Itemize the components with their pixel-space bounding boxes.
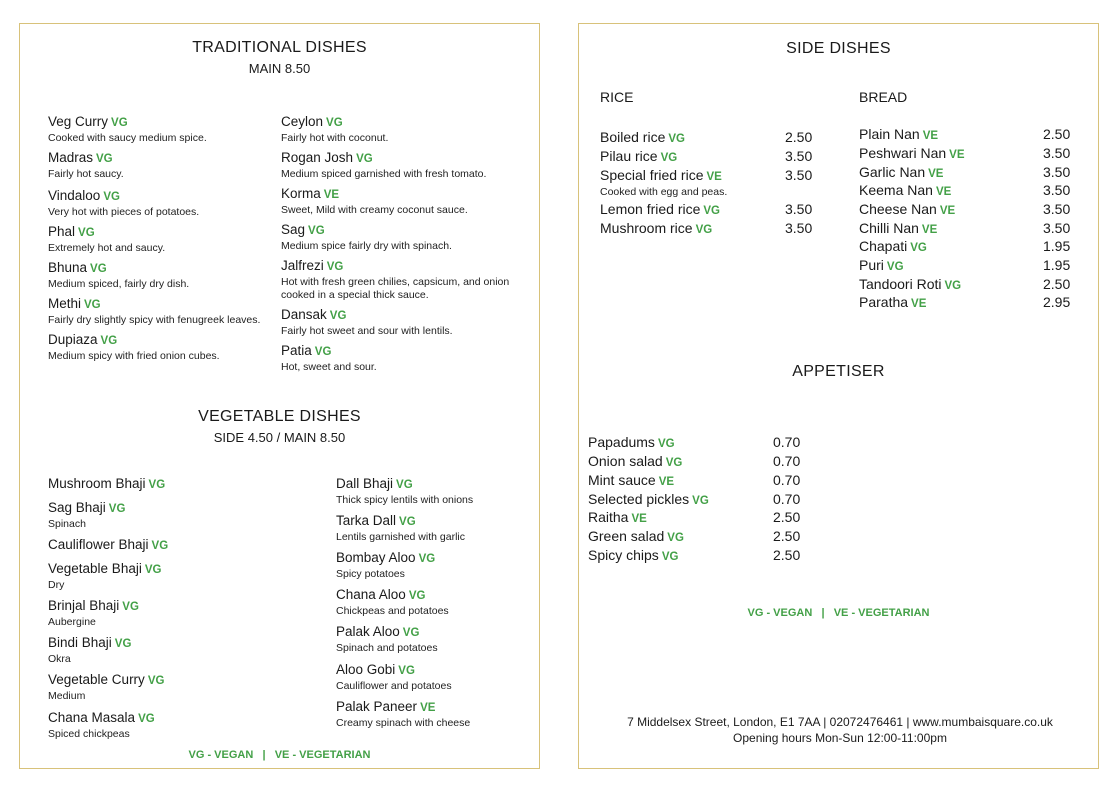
dish-description: Cauliflower and potatoes bbox=[336, 680, 452, 692]
dish-name: Korma bbox=[281, 186, 321, 201]
diet-tag: VG bbox=[314, 346, 332, 358]
dish-description: Medium spice fairly dry with spinach. bbox=[281, 240, 452, 252]
diet-tag: VG bbox=[114, 638, 132, 650]
diet-tag: VG bbox=[84, 299, 101, 311]
dish-line bbox=[48, 536, 168, 555]
dish-name: Dansak bbox=[281, 307, 327, 322]
priced-item bbox=[588, 528, 684, 547]
dish-name: Palak Paneer bbox=[336, 699, 418, 714]
dish-line bbox=[588, 491, 709, 510]
dish-line bbox=[588, 509, 647, 528]
priced-item bbox=[588, 547, 678, 566]
diet-tag: VG bbox=[944, 280, 962, 292]
dish-description: cooked in a special thick sauce. bbox=[281, 289, 429, 301]
dish-description: Medium spiced garnished with fresh tomato. bbox=[281, 168, 487, 180]
menu-item bbox=[48, 113, 207, 145]
diet-tag: VG bbox=[147, 675, 165, 687]
dish-line bbox=[48, 671, 164, 690]
dish-name: Vegetable Bhaji bbox=[48, 561, 142, 576]
dish-name: Lemon fried rice bbox=[600, 201, 701, 217]
bread-heading: BREAD bbox=[859, 89, 908, 105]
dish-name: Plain Nan bbox=[859, 126, 920, 142]
dish-name: Chana Aloo bbox=[336, 587, 406, 602]
dish-description: Spinach and potatoes bbox=[336, 642, 438, 654]
dish-line bbox=[588, 528, 684, 547]
priced-item bbox=[600, 129, 685, 148]
diet-tag: VG bbox=[144, 564, 162, 576]
menu-item bbox=[48, 536, 168, 555]
dish-line bbox=[859, 276, 961, 295]
dish-line bbox=[588, 472, 674, 491]
priced-item bbox=[859, 126, 938, 145]
dish-name: Spicy chips bbox=[588, 547, 659, 563]
diet-tag: VG bbox=[661, 551, 679, 563]
dish-line bbox=[859, 238, 927, 257]
diet-tag: VG bbox=[100, 335, 118, 347]
dish-name: Patia bbox=[281, 343, 312, 358]
menu-item bbox=[281, 342, 377, 374]
dish-line bbox=[48, 113, 207, 132]
dish-line bbox=[281, 149, 486, 168]
dish-name: Paratha bbox=[859, 294, 909, 310]
dish-description: Fairly hot with coconut. bbox=[281, 132, 389, 144]
dish-line bbox=[588, 547, 678, 566]
dish-description: Dry bbox=[48, 579, 65, 591]
dish-description: Sweet, Mild with creamy coconut sauce. bbox=[281, 204, 468, 216]
dish-name: Madras bbox=[48, 150, 94, 165]
side-dishes-title: SIDE DISHES bbox=[786, 40, 891, 57]
dish-line bbox=[48, 259, 189, 278]
dish-description: Fairly dry slightly spicy with fenugreek leaves. bbox=[48, 314, 261, 326]
dish-line bbox=[336, 512, 465, 531]
diet-tag: VE bbox=[949, 149, 965, 161]
menu-item bbox=[48, 560, 161, 592]
dish-line bbox=[600, 167, 727, 186]
priced-item bbox=[859, 182, 951, 201]
dish-line bbox=[281, 185, 468, 204]
dish-price: 2.50 bbox=[773, 547, 801, 563]
menu-item bbox=[281, 306, 453, 338]
priced-item bbox=[600, 148, 677, 167]
dish-line bbox=[336, 549, 435, 568]
traditional-dishes-subtitle: MAIN 8.50 bbox=[248, 61, 311, 76]
priced-item bbox=[859, 294, 926, 313]
dish-name: Onion salad bbox=[588, 453, 663, 469]
dish-name: Selected pickles bbox=[588, 491, 690, 507]
dish-description: Okra bbox=[48, 653, 71, 665]
dish-name: Chilli Nan bbox=[859, 220, 919, 236]
priced-item bbox=[859, 201, 955, 220]
dish-price: 0.70 bbox=[773, 472, 801, 488]
diet-tag: VG bbox=[356, 153, 373, 165]
dish-price: 3.50 bbox=[1043, 182, 1071, 198]
dish-line bbox=[48, 223, 165, 242]
dish-price: 2.50 bbox=[785, 129, 813, 145]
dish-line bbox=[336, 623, 438, 642]
diet-tag: VG bbox=[665, 457, 683, 469]
dish-line bbox=[859, 257, 904, 276]
dish-line bbox=[336, 698, 470, 717]
diet-tag: VG bbox=[886, 261, 904, 273]
vegetable-dishes-title: VEGETABLE DISHES bbox=[198, 408, 361, 425]
diet-tag: VG bbox=[398, 665, 415, 677]
menu-item bbox=[48, 597, 139, 629]
diet-tag: VE bbox=[928, 168, 944, 180]
dish-name: Papadums bbox=[588, 434, 655, 450]
dish-name: Bhuna bbox=[48, 260, 88, 275]
diet-tag: VG bbox=[329, 310, 347, 322]
dish-name: Sag Bhaji bbox=[48, 500, 106, 515]
dish-price: 1.95 bbox=[1043, 257, 1071, 273]
dish-name: Aloo Gobi bbox=[336, 662, 396, 677]
dish-name: Mushroom rice bbox=[600, 220, 693, 236]
dish-price: 3.50 bbox=[1043, 164, 1071, 180]
diet-tag: VG bbox=[326, 261, 344, 273]
dish-price: 2.50 bbox=[1043, 126, 1071, 142]
menu-item bbox=[336, 586, 449, 618]
dish-name: Bombay Aloo bbox=[336, 550, 416, 565]
dish-name: Keema Nan bbox=[859, 182, 933, 198]
dish-description: Lentils garnished with garlic bbox=[336, 531, 465, 543]
dish-line bbox=[859, 294, 926, 313]
menu-item bbox=[48, 499, 125, 531]
priced-item bbox=[600, 220, 712, 239]
dish-line bbox=[48, 597, 139, 616]
priced-item bbox=[600, 167, 727, 199]
dish-description: Chickpeas and potatoes bbox=[336, 605, 449, 617]
diet-tag: VE bbox=[323, 189, 340, 201]
diet-tag: VE bbox=[921, 224, 938, 236]
menu-item bbox=[48, 709, 155, 741]
dish-description: Medium bbox=[48, 690, 86, 702]
diet-tag: VE bbox=[706, 171, 722, 183]
menu-item bbox=[281, 149, 486, 181]
dish-description: Spinach bbox=[48, 518, 86, 530]
diet-tag: VG bbox=[692, 495, 709, 507]
dish-line bbox=[859, 126, 938, 145]
menu-item bbox=[336, 623, 438, 655]
diet-tag: VE bbox=[420, 702, 436, 714]
diet-tag: VG bbox=[668, 133, 685, 145]
dish-price: 2.95 bbox=[1043, 294, 1071, 310]
dish-description: Spiced chickpeas bbox=[48, 728, 130, 740]
priced-item bbox=[588, 491, 709, 510]
dish-name: Peshwari Nan bbox=[859, 145, 947, 161]
priced-item bbox=[588, 472, 674, 491]
diet-tag: VG bbox=[660, 152, 678, 164]
diet-tag: VE bbox=[922, 130, 939, 142]
dish-name: Tarka Dall bbox=[336, 513, 397, 528]
diet-tag: VG bbox=[308, 225, 325, 237]
dish-line bbox=[859, 201, 955, 220]
dish-description: Medium spiced, fairly dry dish. bbox=[48, 278, 190, 290]
diet-tag: VG bbox=[148, 479, 166, 491]
dish-name: Green salad bbox=[588, 528, 665, 544]
dish-price: 2.50 bbox=[1043, 276, 1071, 292]
dish-description: Extremely hot and saucy. bbox=[48, 242, 166, 254]
dish-description: Cooked with egg and peas. bbox=[600, 186, 728, 198]
diet-tag: VE bbox=[911, 298, 927, 310]
dish-name: Mushroom Bhaji bbox=[48, 476, 146, 491]
dish-description: Very hot with pieces of potatoes. bbox=[48, 206, 200, 218]
dish-price: 3.50 bbox=[785, 220, 813, 236]
priced-item bbox=[859, 220, 937, 239]
dish-line bbox=[48, 187, 199, 206]
diet-tag: VG bbox=[418, 553, 436, 565]
dish-line bbox=[48, 149, 124, 168]
dish-price: 3.50 bbox=[785, 201, 813, 217]
priced-item bbox=[600, 201, 720, 220]
menu-item bbox=[281, 221, 452, 253]
dish-line bbox=[588, 434, 675, 453]
priced-item bbox=[588, 509, 647, 528]
priced-item bbox=[588, 434, 675, 453]
diet-tag: VG bbox=[138, 713, 155, 725]
dish-name: Ceylon bbox=[281, 114, 324, 129]
dish-line bbox=[600, 148, 677, 167]
priced-item bbox=[859, 164, 943, 183]
dish-line bbox=[48, 295, 260, 314]
menu-item bbox=[48, 223, 165, 255]
menu-item bbox=[48, 149, 124, 181]
dish-price: 0.70 bbox=[773, 453, 801, 469]
dish-description: Thick spicy lentils with onions bbox=[336, 494, 474, 506]
dish-description: Hot with fresh green chilies, capsicum, and onion bbox=[281, 276, 510, 288]
diet-tag: VG bbox=[657, 438, 675, 450]
diet-tag: VE bbox=[631, 513, 647, 525]
dish-price: 2.50 bbox=[773, 528, 801, 544]
dish-line bbox=[859, 182, 951, 201]
dish-name: Sag bbox=[281, 222, 306, 237]
diet-tag: VE bbox=[658, 476, 675, 488]
priced-item bbox=[859, 145, 965, 164]
diet-tag: VG bbox=[667, 532, 684, 544]
diet-tag: VG bbox=[703, 205, 721, 217]
dish-name: Pilau rice bbox=[600, 148, 658, 164]
dish-name: Phal bbox=[48, 224, 76, 239]
menu-item bbox=[336, 549, 435, 581]
dish-name: Dupiaza bbox=[48, 332, 98, 347]
dish-description: Cooked with saucy medium spice. bbox=[48, 132, 207, 144]
diet-tag: VG bbox=[399, 516, 416, 528]
dish-name: Cauliflower Bhaji bbox=[48, 537, 149, 552]
menu-item bbox=[336, 661, 452, 693]
dish-name: Chana Masala bbox=[48, 710, 136, 725]
dish-price: 3.50 bbox=[1043, 201, 1071, 217]
dish-line bbox=[48, 709, 155, 728]
priced-item bbox=[859, 238, 927, 257]
dish-line bbox=[48, 331, 220, 350]
diet-tag: VG bbox=[103, 191, 120, 203]
dish-line bbox=[859, 145, 965, 164]
dish-line bbox=[859, 220, 937, 239]
menu-item bbox=[48, 475, 165, 494]
dish-price: 0.70 bbox=[773, 491, 801, 507]
menu-item bbox=[48, 331, 220, 363]
dish-line bbox=[336, 661, 452, 680]
dish-line bbox=[48, 499, 125, 518]
dish-line bbox=[281, 257, 509, 276]
appetiser-title: APPETISER bbox=[792, 363, 885, 380]
dish-name: Special fried rice bbox=[600, 167, 704, 183]
dish-name: Methi bbox=[48, 296, 82, 311]
dish-name: Garlic Nan bbox=[859, 164, 926, 180]
dish-name: Tandoori Roti bbox=[859, 276, 942, 292]
dish-line bbox=[48, 560, 161, 579]
dish-name: Cheese Nan bbox=[859, 201, 937, 217]
priced-item bbox=[859, 276, 961, 295]
menu-item bbox=[281, 113, 388, 145]
dish-description: Aubergine bbox=[48, 616, 96, 628]
menu-item bbox=[336, 698, 470, 730]
dish-description: Creamy spinach with cheese bbox=[336, 717, 471, 729]
diet-tag: VG bbox=[122, 601, 139, 613]
dish-line bbox=[48, 634, 131, 653]
dish-name: Jalfrezi bbox=[281, 258, 324, 273]
diet-tag: VG bbox=[151, 540, 169, 552]
priced-item bbox=[859, 257, 904, 276]
dish-price: 2.50 bbox=[773, 509, 801, 525]
diet-tag: VG bbox=[111, 117, 128, 129]
diet-tag: VG bbox=[96, 153, 113, 165]
diet-tag: VG bbox=[78, 227, 95, 239]
menu-item bbox=[336, 512, 465, 544]
dish-name: Veg Curry bbox=[48, 114, 109, 129]
traditional-dishes-title: TRADITIONAL DISHES bbox=[192, 39, 367, 56]
dish-line bbox=[600, 129, 685, 148]
menu-item bbox=[48, 671, 164, 703]
dish-description: Spicy potatoes bbox=[336, 568, 405, 580]
diet-tag: VE bbox=[935, 186, 952, 198]
dish-name: Vegetable Curry bbox=[48, 672, 145, 687]
dish-line bbox=[859, 164, 943, 183]
diet-tag: VG bbox=[695, 224, 713, 236]
dish-description: Medium spicy with fried onion cubes. bbox=[48, 350, 220, 362]
dish-price: 3.50 bbox=[1043, 220, 1071, 236]
dish-price: 0.70 bbox=[773, 434, 801, 450]
dietary-legend-left: VG - VEGAN | VE - VEGETARIAN bbox=[188, 749, 371, 761]
dish-line bbox=[281, 306, 453, 325]
dish-price: 1.95 bbox=[1043, 238, 1071, 254]
menu-item bbox=[281, 185, 468, 217]
dish-line bbox=[48, 475, 165, 494]
dish-line bbox=[336, 475, 473, 494]
menu-item bbox=[48, 634, 131, 666]
dish-description: Hot, sweet and sour. bbox=[281, 361, 377, 373]
dish-name: Mint sauce bbox=[588, 472, 656, 488]
dish-line bbox=[600, 201, 720, 220]
dish-name: Puri bbox=[859, 257, 884, 273]
menu-item bbox=[281, 257, 509, 302]
dish-name: Vindaloo bbox=[48, 188, 101, 203]
dish-price: 3.50 bbox=[785, 167, 813, 183]
priced-item bbox=[588, 453, 682, 472]
dish-name: Brinjal Bhaji bbox=[48, 598, 120, 613]
dish-price: 3.50 bbox=[785, 148, 813, 164]
diet-tag: VG bbox=[402, 627, 420, 639]
dish-name: Bindi Bhaji bbox=[48, 635, 112, 650]
dish-name: Raitha bbox=[588, 509, 629, 525]
diet-tag: VE bbox=[939, 205, 956, 217]
footer-hours: Opening hours Mon-Sun 12:00-11:00pm bbox=[733, 731, 947, 745]
dish-line bbox=[336, 586, 449, 605]
dish-name: Boiled rice bbox=[600, 129, 666, 145]
menu-item bbox=[336, 475, 473, 507]
menu-item bbox=[48, 295, 260, 327]
dish-description: Fairly hot sweet and sour with lentils. bbox=[281, 325, 453, 337]
dish-name: Rogan Josh bbox=[281, 150, 354, 165]
menu-item bbox=[48, 187, 199, 219]
dish-description: Fairly hot saucy. bbox=[48, 168, 124, 180]
diet-tag: VG bbox=[326, 117, 343, 129]
diet-tag: VG bbox=[408, 590, 426, 602]
diet-tag: VG bbox=[90, 263, 107, 275]
dish-line bbox=[600, 220, 712, 239]
dish-name: Dall Bhaji bbox=[336, 476, 394, 491]
dish-line bbox=[588, 453, 682, 472]
dish-line bbox=[281, 221, 452, 240]
vegetable-dishes-subtitle: SIDE 4.50 / MAIN 8.50 bbox=[213, 430, 346, 445]
dish-name: Chapati bbox=[859, 238, 908, 254]
dish-line bbox=[281, 342, 377, 361]
diet-tag: VG bbox=[108, 503, 126, 515]
rice-heading: RICE bbox=[600, 89, 634, 105]
diet-tag: VG bbox=[910, 242, 927, 254]
dietary-legend-right: VG - VEGAN | VE - VEGETARIAN bbox=[747, 607, 930, 619]
dish-name: Palak Aloo bbox=[336, 624, 400, 639]
footer-address: 7 Middelsex Street, London, E1 7AA | 02072476461 | www.mumbaisquare.co.uk bbox=[627, 715, 1053, 729]
menu-item bbox=[48, 259, 189, 291]
diet-tag: VG bbox=[396, 479, 413, 491]
dish-price: 3.50 bbox=[1043, 145, 1071, 161]
dish-line bbox=[281, 113, 388, 132]
